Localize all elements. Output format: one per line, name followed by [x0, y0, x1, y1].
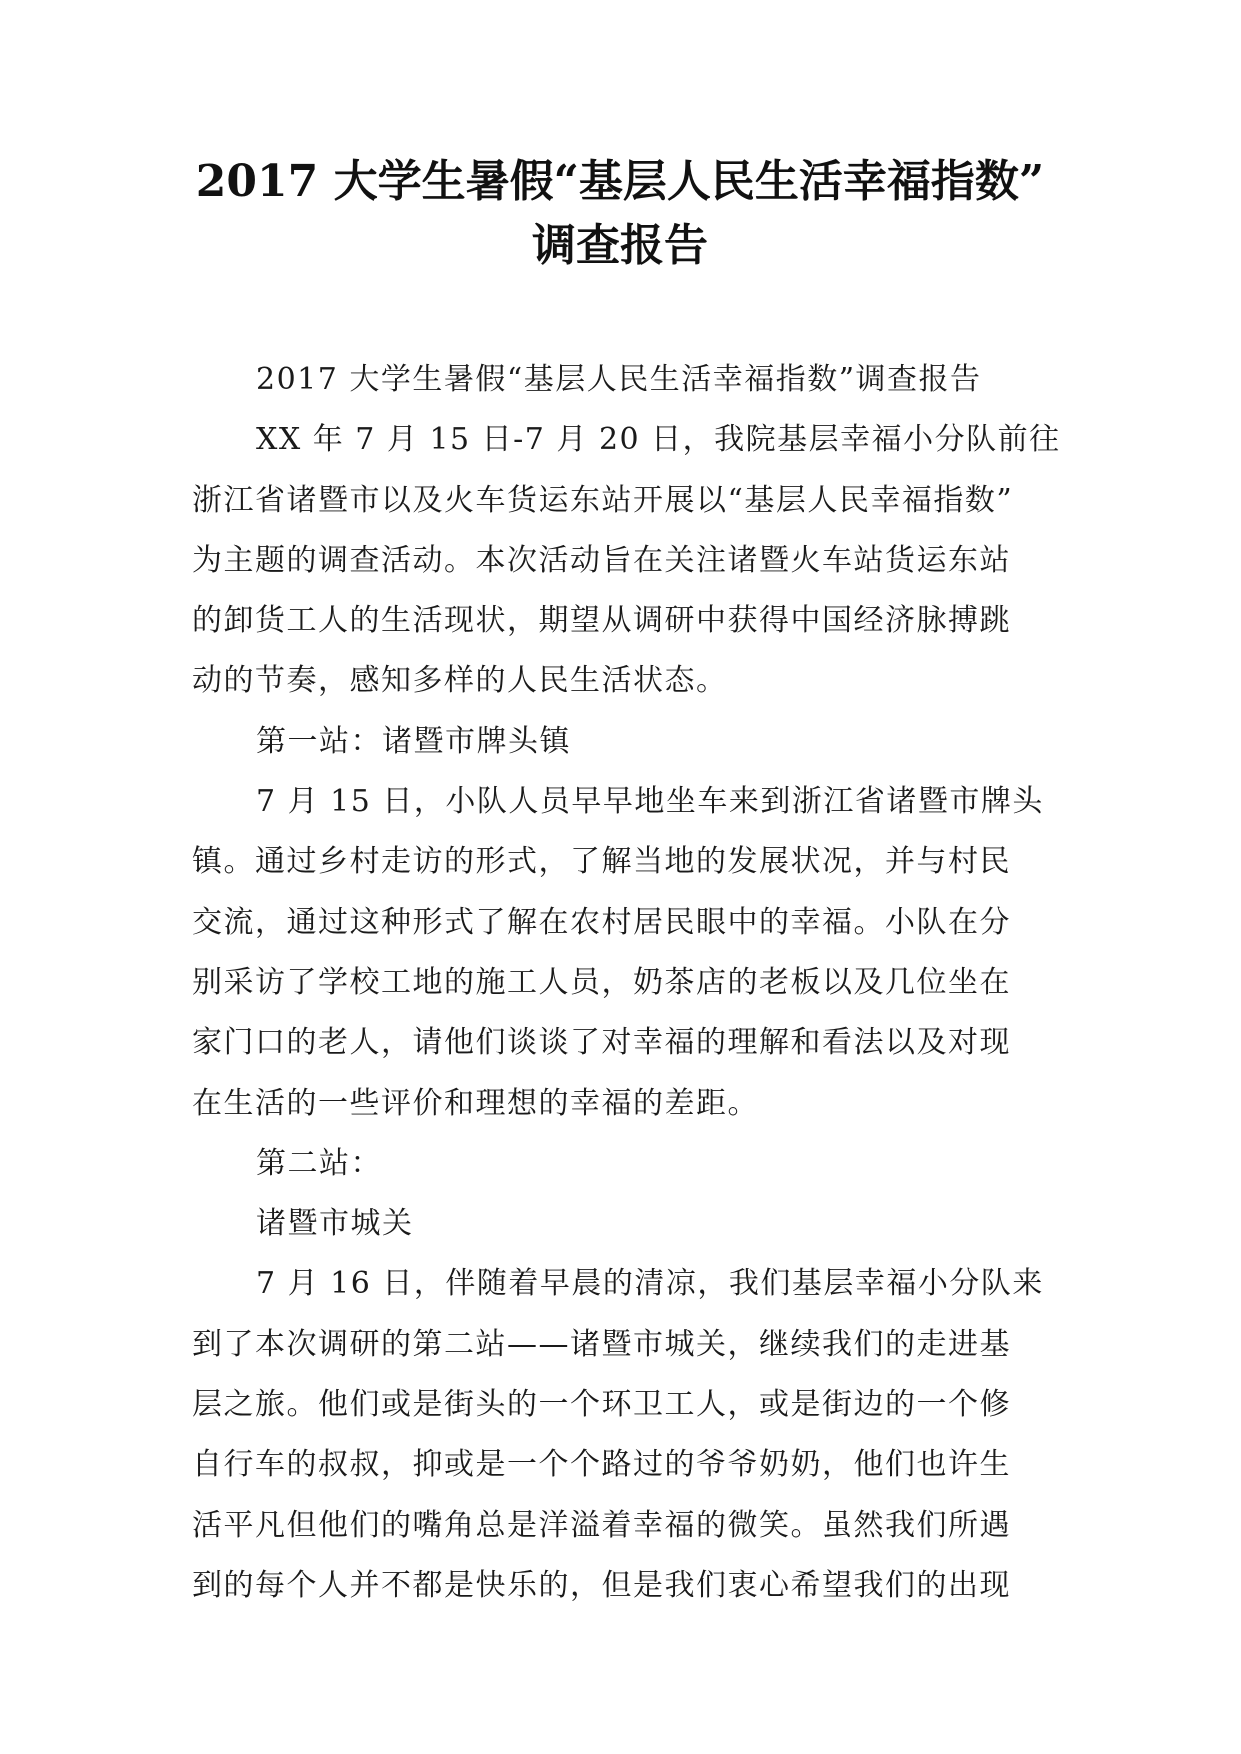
body-line: 的卸货工人的生活现状，期望从调研中获得中国经济脉搏跳: [192, 603, 1011, 639]
body-line: 到的每个人并不都是快乐的，但是我们衷心希望我们的出现: [192, 1567, 1011, 1603]
body-line: 为主题的调查活动。本次活动旨在关注诸暨火车站货运东站: [192, 542, 1011, 578]
body-line: 在生活的一些评价和理想的幸福的差距。: [192, 1085, 759, 1121]
document-body: [192, 350, 1061, 1616]
body-line: 7 月 15 日，小队人员早早地坐车来到浙江省诸暨市牌头: [256, 784, 1044, 820]
body-line: 浙江省诸暨市以及火车货运东站开展以“基层人民幸福指数”: [192, 482, 1014, 518]
title-line-2: 调查报告: [532, 220, 708, 271]
body-line: 到了本次调研的第二站——诸暨市城关，继续我们的走进基: [192, 1326, 1011, 1362]
body-line: 家门口的老人，请他们谈谈了对幸福的理解和看法以及对现: [192, 1025, 1011, 1061]
body-line: 自行车的叔叔，抑或是一个个路过的爷爷奶奶，他们也许生: [192, 1447, 1011, 1483]
document-title: [170, 150, 1070, 278]
section-heading: 第一站：诸暨市牌头镇: [256, 723, 571, 759]
body-line: 活平凡但他们的嘴角总是洋溢着幸福的微笑。虽然我们所遇: [192, 1507, 1011, 1543]
body-line: 镇。通过乡村走访的形式，了解当地的发展状况，并与村民: [192, 844, 1011, 880]
section-heading: 诸暨市城关: [256, 1206, 414, 1242]
section-heading: 第二站：: [256, 1145, 382, 1181]
body-line: 7 月 16 日，伴随着早晨的清凉，我们基层幸福小分队来: [256, 1266, 1044, 1302]
body-line: 别采访了学校工地的施工人员，奶茶店的老板以及几位坐在: [192, 964, 1011, 1000]
body-line: 2017 大学生暑假“基层人民生活幸福指数”调查报告: [256, 362, 982, 397]
body-line: XX 年 7 月 15 日-7 月 20 日，我院基层幸福小分队前往: [256, 422, 1061, 458]
body-line: 层之旅。他们或是街头的一个环卫工人，或是街边的一个修: [192, 1387, 1011, 1423]
body-line: 动的节奏，感知多样的人民生活状态。: [192, 663, 728, 699]
title-line-1: 2017 大学生暑假“基层人民生活幸福指数”: [195, 156, 1045, 207]
body-line: 交流，通过这种形式了解在农村居民眼中的幸福。小队在分: [192, 904, 1011, 940]
